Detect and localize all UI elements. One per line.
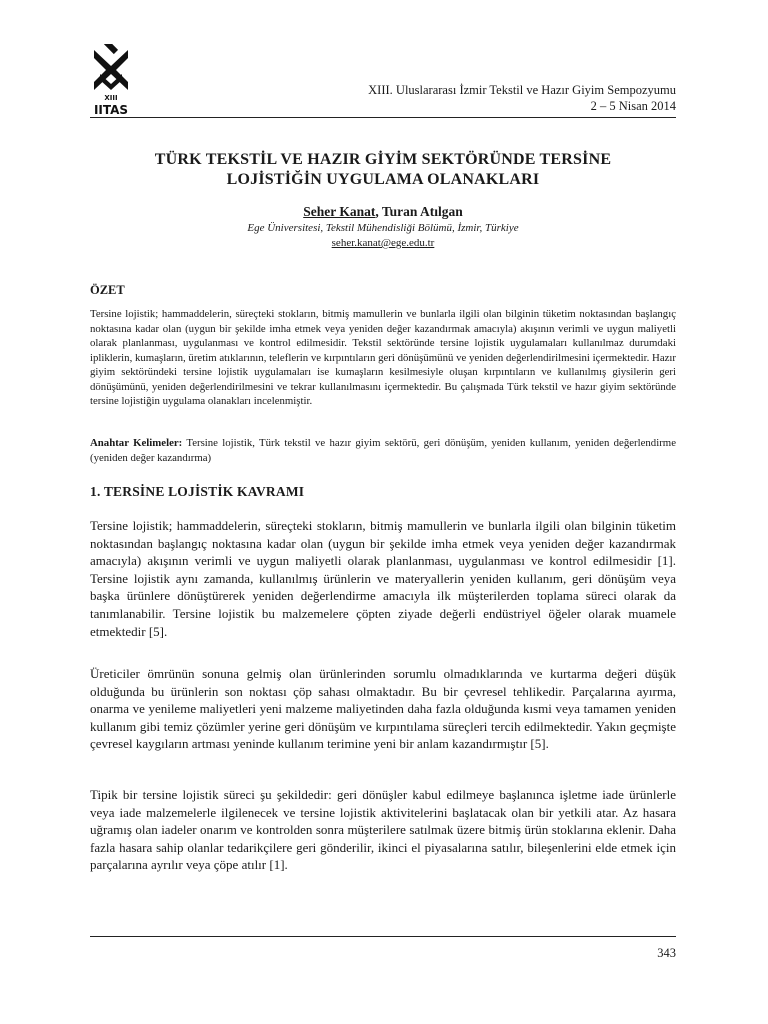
footer-divider bbox=[90, 936, 676, 937]
logo-brand: IITAS bbox=[93, 103, 129, 117]
section-paragraph-3: Tipik bir tersine lojistik süreci şu şekildedir: geri dönüşler kabul edilmeye başlanınca işletme iade ürünlerle veya iade malzemelerle ilgilenecek ve tersine lojistik aktivitelerini başlatacak olan bir yetkili atar. Az hasara uğramış olan iadeler onarım ve kontrolden sonra müşterilere satılmak üzere bitmiş ürün stoklarına eklenir. Daha fazla hasara sahip olanlar tedarikçilere geri gönderilir, ikinci el piyasalarına satılır, bileşenlerini elde etmek için parçalarına ayrılır veya çöpe atılır [1]. bbox=[90, 787, 676, 873]
keywords-text: Tersine lojistik, Türk tekstil ve hazır giyim sektörü, geri dönüşüm, yeniden kullanım, yeniden değerlendirme (yeniden değer kazandırma) bbox=[90, 437, 676, 464]
keywords bbox=[90, 436, 676, 466]
section-heading: 1. TERSİNE LOJİSTİK KAVRAMI bbox=[90, 484, 305, 499]
logo-year: XIII bbox=[104, 94, 118, 102]
conference-name: XIII. Uluslararası İzmir Tekstil ve Hazır Giyim Sempozyumu bbox=[368, 83, 676, 97]
logo-mark bbox=[90, 44, 132, 118]
header-divider bbox=[90, 117, 676, 118]
conference-dates: 2 – 5 Nisan 2014 bbox=[590, 99, 676, 113]
author-2: Turan Atılgan bbox=[381, 204, 463, 219]
author-separator: , bbox=[375, 204, 382, 219]
title-line-2: LOJİSTİĞİN UYGULAMA OLANAKLARI bbox=[226, 171, 540, 188]
iitas-logo-icon bbox=[90, 44, 132, 118]
author-1: Seher Kanat bbox=[303, 204, 376, 219]
page-number: 343 bbox=[657, 946, 676, 960]
section-paragraph-2: Üreticiler ömrünün sonuna gelmiş olan ürünlerinden sorumlu olmadıklarında ve kurtarma değeri düşük olduğunda bu ürünlerin son noktası çöp sahası olmaktadır. Bu bir çevresel tehlikedir. Parçalarına ayırma, onarma ve yenileme maliyetleri yeni malzeme maliyetinden daha fazla olduğunda kısmi veya tamamen yeniden kullanım gibi temiz çözümler yerine geri dönüşüm ve kırpıntılama süreçleri tercih edilmektedir. Yakın geçmişte çevresel kaygıların artması yeninde kullanım terimine yeni bir anlam kazandırmıştır [5]. bbox=[90, 666, 676, 752]
abstract-text: Tersine lojistik; hammaddelerin, süreçteki stokların, bitmiş mamullerin ve bunlarla ilgili olan bilginin tüketim noktasından başlangıç noktasına kadar olan (uygun bir şekilde imha etmek veya yeniden değer kazandırmak amacıyla) akışının verimli ve uygun maliyetli olarak planlanması, uygulanması ve kontrol edilmesidir. Tekstil sektöründe tersine lojistik uygulamaları kullanılmaz durumdaki ipliklerin, kumaşların, üretim atıklarının, teleflerin ve kırpıntıların geri dönüşümünü ve yeniden değerlendirilmesini içermektedir. Hazır giyim sektöründeki tersine lojistik uygulamaları ise kumaşların kesilmesiyle oluşan kırpıntıların ve kullanılmış giysilerin geri dönüşümünü, yeniden değerlendirilmesini ve tekrar kullanılmasını içermektedir. Bu çalışmada Türk tekstil ve hazır giyim sektöründe tersine lojistiğin uygulama olanakları incelenmiştir. bbox=[90, 308, 676, 407]
section-paragraph-1: Tersine lojistik; hammaddelerin, süreçteki stokların, bitmiş mamullerin ve bunlarla ilgili olan bilginin tüketim noktasından başlangıç noktasına kadar olan (uygun bir şekilde imha etmek veya yeniden değer kazandırmak amacıyla) akışının verimli ve uygun maliyetli olarak planlanması, uygulanması ve kontrol edilmesidir [1]. Tersine lojistik aynı zamanda, kullanılmış ürünlerin ve materyallerin yeniden kullanım, geri dönüşüm veya başka ürünlere dönüştürerek yeniden değerlendirme amacıyla ilk müşterilerden toplama süreci olarak da tanımlanabilir. Tersine lojistik bu malzemelere çöpten ziyade değerli endüstriyel öğeler olarak muamele etmektedir [5]. bbox=[90, 518, 676, 639]
authors bbox=[90, 204, 676, 220]
title-line-1: TÜRK TEKSTİL VE HAZIR GİYİM SEKTÖRÜNDE TERSİNE bbox=[154, 151, 612, 168]
paper-title bbox=[90, 150, 676, 190]
affiliation: Ege Üniversitesi, Tekstil Mühendisliği Bölümü, İzmir, Türkiye bbox=[247, 222, 519, 234]
abstract-heading: ÖZET bbox=[90, 283, 125, 297]
keywords-label: Anahtar Kelimeler: bbox=[90, 437, 183, 449]
conference-header bbox=[368, 82, 676, 114]
author-email-link[interactable]: seher.kanat@ege.edu.tr bbox=[331, 237, 435, 249]
